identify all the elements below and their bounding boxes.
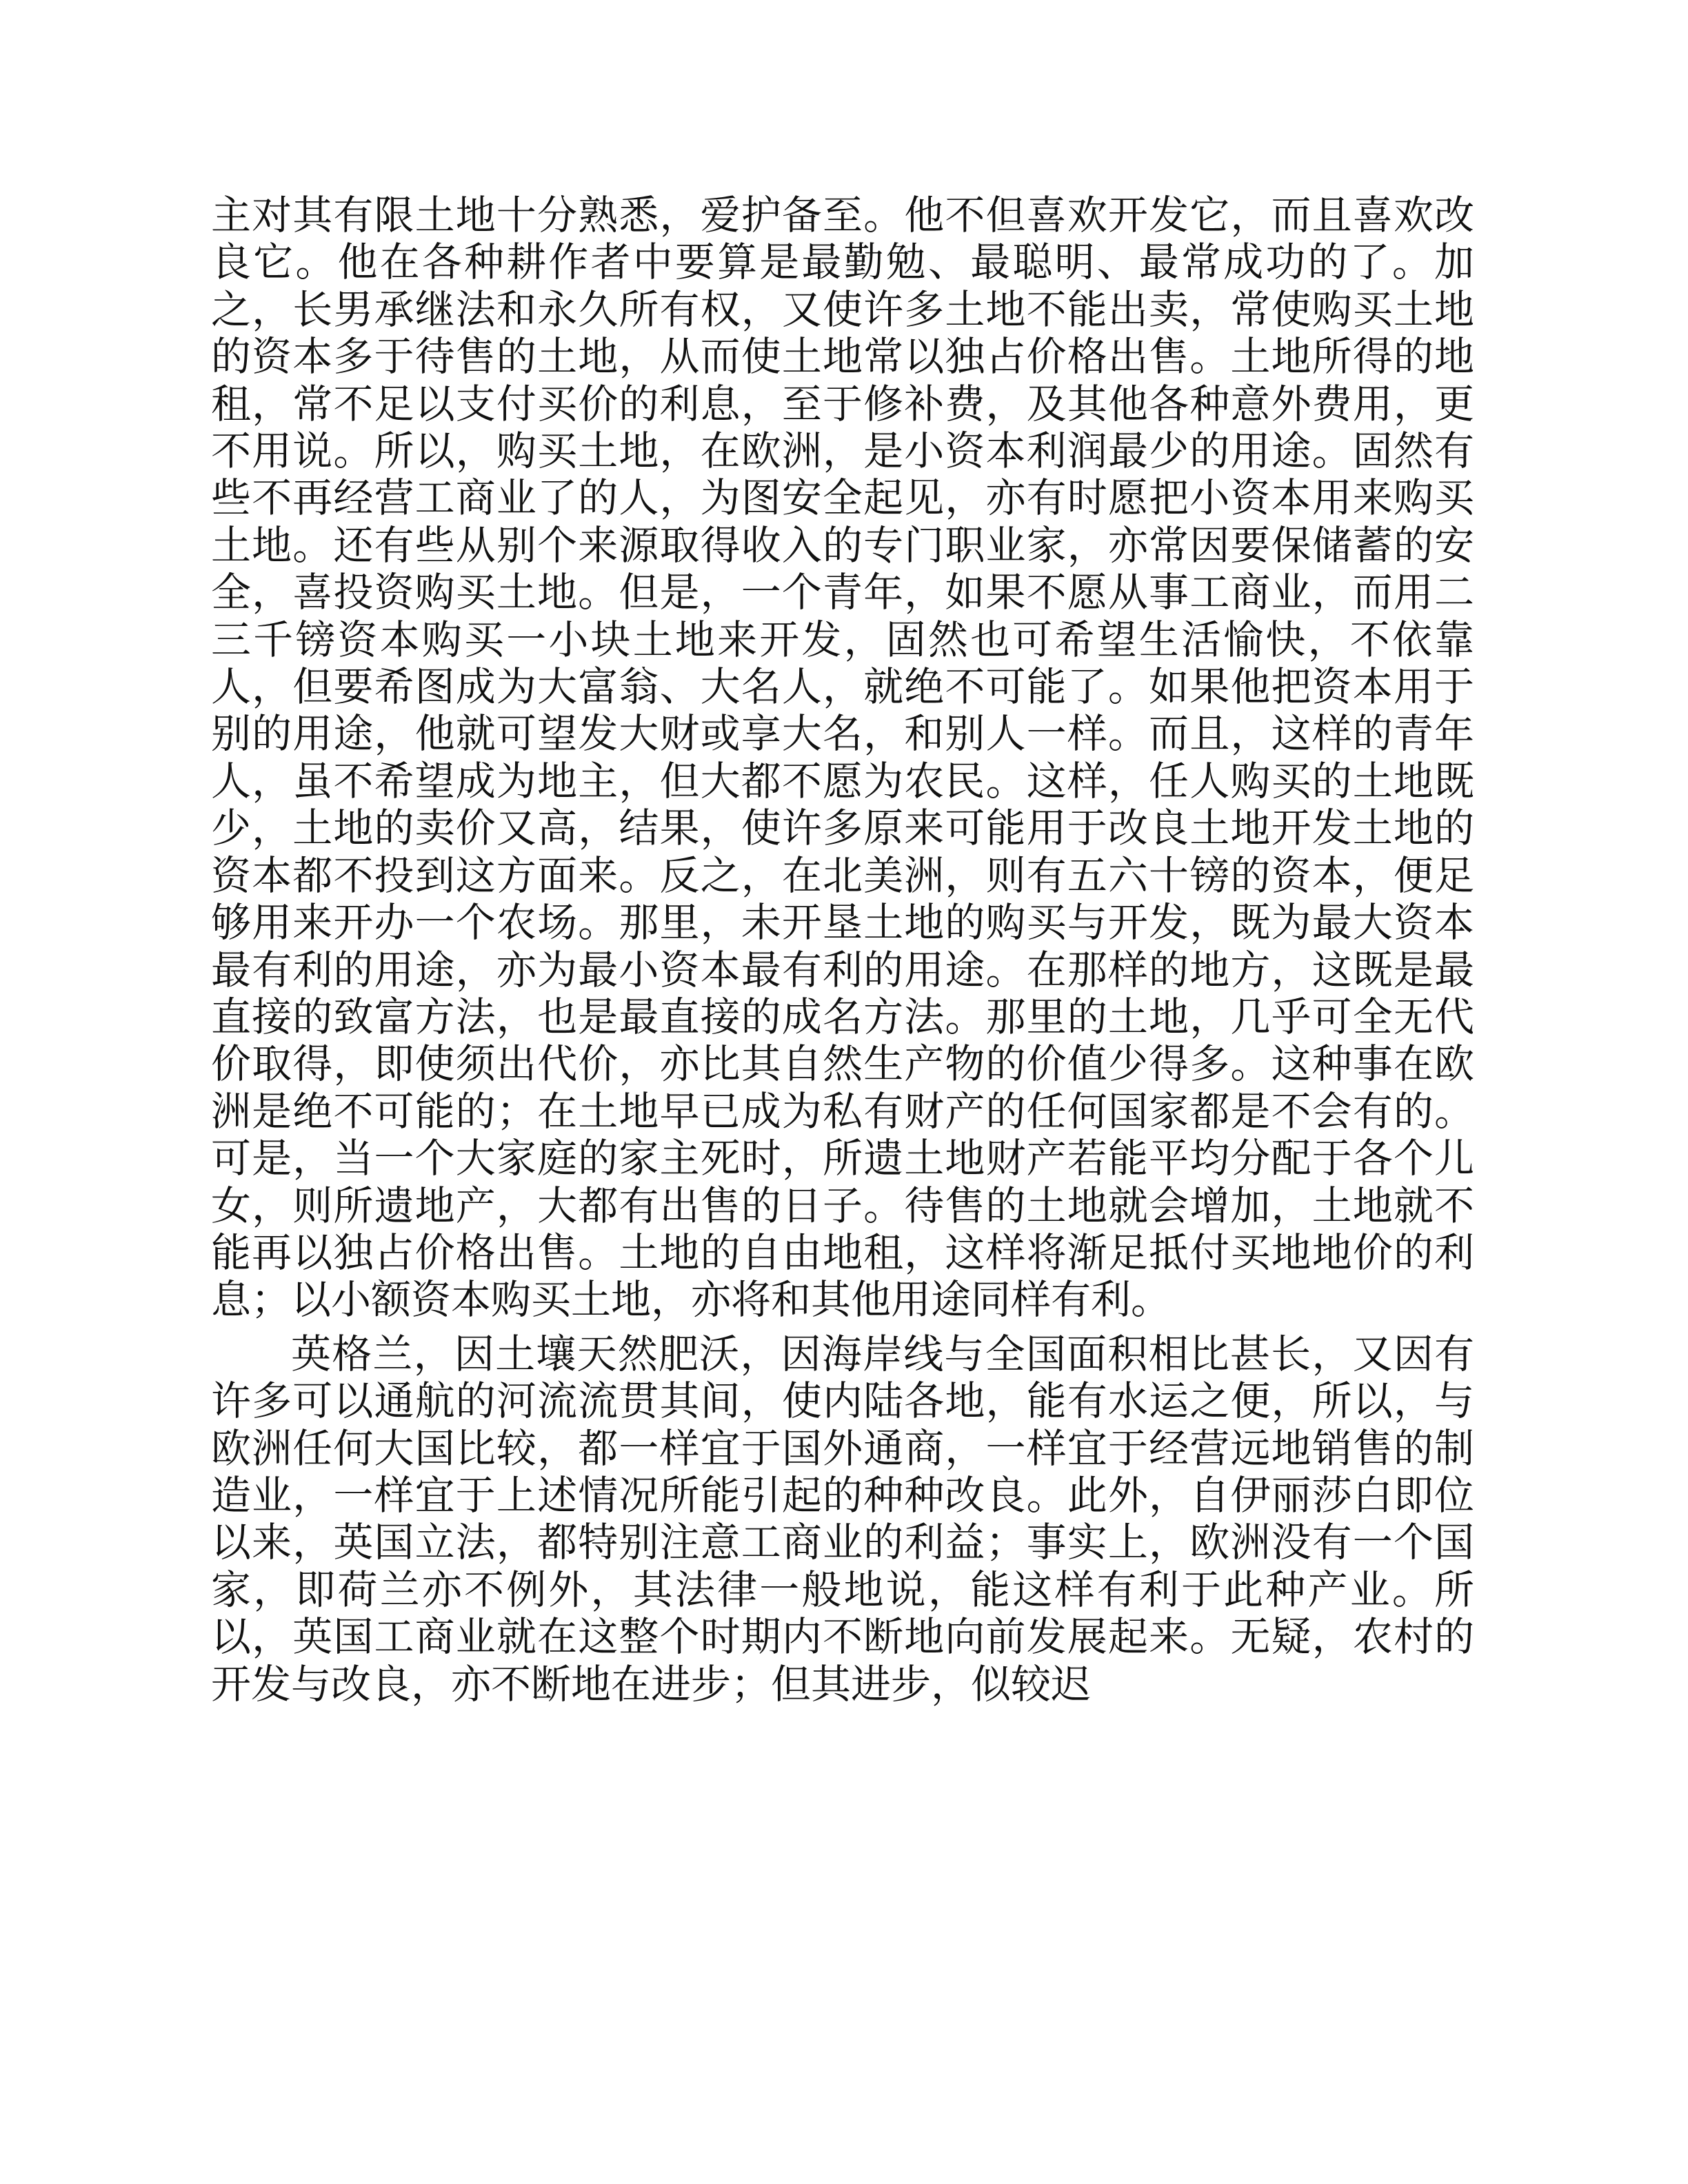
paragraph-england: 英格兰，因土壤天然肥沃，因海岸线与全国面积相比甚长，又因有许多可以通航的河流流贯其间，使内陆各地，能有水运之便，所以，与欧洲任何大国比较，都一样宜于国外通商，一样宜于经营远地销售的制造业，一样宜于上述情况所能引起的种种改良。此外，自伊丽莎白即位以来，英国立法，都特别注意工商业的利益；事实上，欧洲没有一个国家，即荷兰亦不例外，其法律一般地说，能这样有利于此种产业。所以，英国工商业就在这整个时期内不断地向前发展起来。无疑，农村的开发与改良，亦不断地在进步；但其进步，似较迟 [211,1330,1474,1708]
paragraph-continued: 主对其有限土地十分熟悉，爱护备至。他不但喜欢开发它，而且喜欢改良它。他在各种耕作者中要算是最勤勉、最聪明、最常成功的了。加之，长男承继法和永久所有权，又使许多土地不能出卖，常使购买土地的资本多于待售的土地，从而使土地常以独占价格出售。土地所得的地租，常不足以支付买价的利息，至于修补费，及其他各种意外费用，更不用说。所以，购买土地，在欧洲，是小资本利润最少的用途。固然有些不再经营工商业了的人，为图安全起见，亦有时愿把小资本用来购买土地。还有些从别个来源取得收入的专门职业家，亦常因要保储蓄的安全，喜投资购买土地。但是，一个青年，如果不愿从事工商业，而用二三千镑资本购买一小块土地来开发，固然也可希望生活愉快，不依靠人，但要希图成为大富翁、大名人，就绝不可能了。如果他把资本用于别的用途，他就可望发大财或享大名，和别人一样。而且，这样的青年人，虽不希望成为地主，但大都不愿为农民。这样，任人购买的土地既少，土地的卖价又高，结果，使许多原来可能用于改良土地开发土地的资本都不投到这方面来。反之，在北美洲，则有五六十镑的资本，便足够用来开办一个农场。那里，未开垦土地的购买与开发，既为最大资本最有利的用途，亦为最小资本最有利的用途。在那样的地方，这既是最直接的致富方法，也是最直接的成名方法。那里的土地，几乎可全无代价取得，即使须出代价，亦比其自然生产物的价值少得多。这种事在欧洲是绝不可能的；在土地早已成为私有财产的任何国家都是不会有的。可是，当一个大家庭的家主死时，所遗土地财产若能平均分配于各个儿女，则所遗地产，大都有出售的日子。待售的土地就会增加，土地就不能再以独占价格出售。土地的自由地租，这样将渐足抵付买地地价的利息；以小额资本购买土地，亦将和其他用途同样有利。 [211,192,1474,1324]
body-text [211,192,1474,1708]
